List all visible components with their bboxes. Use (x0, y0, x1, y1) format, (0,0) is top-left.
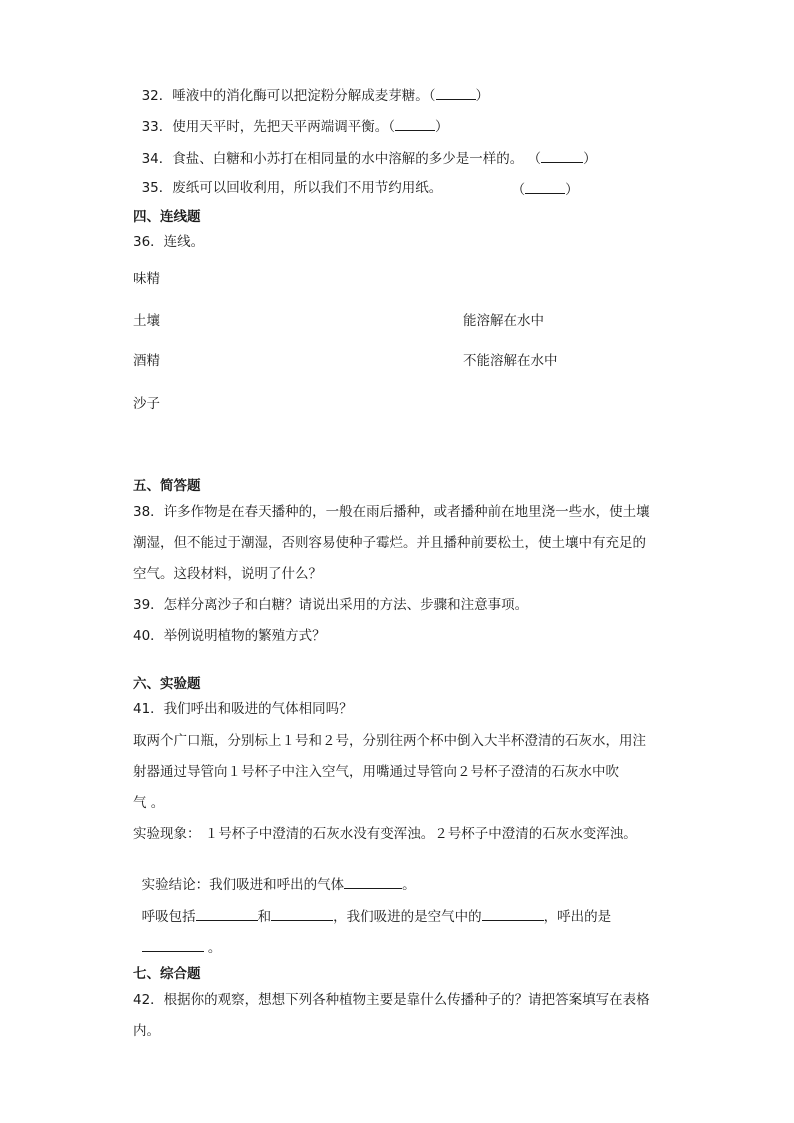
match-right-item[interactable]: 能溶解在水中 (463, 313, 544, 329)
match-right-item[interactable]: 不能溶解在水中 (463, 353, 558, 369)
section-6-title: 六、实验题 (133, 676, 201, 692)
question-36: 36．连线。 (133, 234, 205, 250)
match-left-item[interactable]: 沙子 (133, 396, 160, 412)
answer-35 (503, 161, 579, 199)
question-42-line: 42．根据你的观察，想想下列各种植物主要是靠什么传播种子的？请把答案填写在表格 (133, 992, 650, 1008)
match-left-item[interactable]: 土壤 (133, 313, 160, 329)
close-paren: ） (475, 88, 490, 104)
question-41: 41．我们呼出和吸进的气体相同吗？ (133, 701, 353, 717)
question-35 (133, 161, 442, 197)
question-38-line: 空气。这段材料，说明了什么？ (133, 566, 322, 582)
answer-blank-breath-2[interactable] (271, 906, 333, 921)
close-paren: ） (435, 119, 449, 135)
breathing-end: 。 (203, 940, 222, 956)
section-7-title: 七、综合题 (133, 966, 201, 982)
question-35-text: 35．废纸可以回收利用，所以我们不用节约用纸。 (141, 180, 443, 196)
answer-blank-35[interactable] (525, 179, 565, 194)
experiment-text: 射器通过导管向１号杯子中注入空气，用嘴通过导管向２号杯子澄清的石灰水中吹 (133, 764, 619, 780)
question-39: 39．怎样分离沙子和白糖？请说出采用的方法、步骤和注意事项。 (133, 597, 529, 613)
question-42-line: 内。 (133, 1023, 160, 1039)
question-40: 40．举例说明植物的繁殖方式？ (133, 628, 326, 644)
open-paren: （ (511, 182, 526, 198)
section-4-title: 四、连线题 (133, 209, 201, 225)
close-paren: ） (583, 151, 597, 167)
match-left-item[interactable]: 味精 (133, 271, 160, 287)
question-33-text: 33．使用天平时，先把天平两端调平衡。（ (141, 119, 396, 135)
experiment-observation: 实验现象： １号杯子中澄清的石灰水没有变浑浊。２号杯子中澄清的石灰水变浑浊。 (133, 826, 637, 842)
answer-blank-breath-3[interactable] (482, 906, 544, 921)
breathing-text-a: 呼吸包括 (141, 909, 196, 925)
question-34-text: 34．食盐、白糖和小苏打在相同量的水中溶解的多少是一样的。 （ (141, 151, 542, 167)
answer-blank-breath-4[interactable] (142, 937, 204, 952)
match-left-item[interactable]: 酒精 (133, 353, 160, 369)
answer-blank-33[interactable] (395, 116, 435, 131)
breathing-text-d: ，呼出的是 (543, 909, 612, 925)
conclusion-text: 实验结论：我们吸进和呼出的气体 (141, 877, 345, 893)
question-32-text: 32．唾液中的消化酶可以把淀粉分解成麦芽糖。（ (141, 88, 436, 104)
breathing-text-c: ，我们吸进的是空气中的 (333, 909, 482, 925)
experiment-text: 取两个广口瓶，分别标上１号和２号，分别往两个杯中倒入大半杯澄清的石灰水，用注 (133, 733, 646, 749)
conclusion-end: 。 (402, 877, 416, 893)
section-5-title: 五、简答题 (133, 478, 201, 494)
breathing-text-b: 和 (257, 909, 272, 925)
close-paren: ） (565, 182, 579, 198)
experiment-text: 气 。 (133, 795, 165, 811)
answer-blank-conclusion[interactable] (344, 874, 402, 889)
question-38-line: 潮湿，但不能过于潮湿，否则容易使种子霉烂。并且播种前要松土，使土壤中有充足的 (133, 535, 646, 551)
question-38-line: 38．许多作物是在春天播种的，一般在雨后播种，或者播种前在地里浇一些水，使土壤 (133, 504, 650, 520)
breathing-question-end (133, 919, 221, 957)
